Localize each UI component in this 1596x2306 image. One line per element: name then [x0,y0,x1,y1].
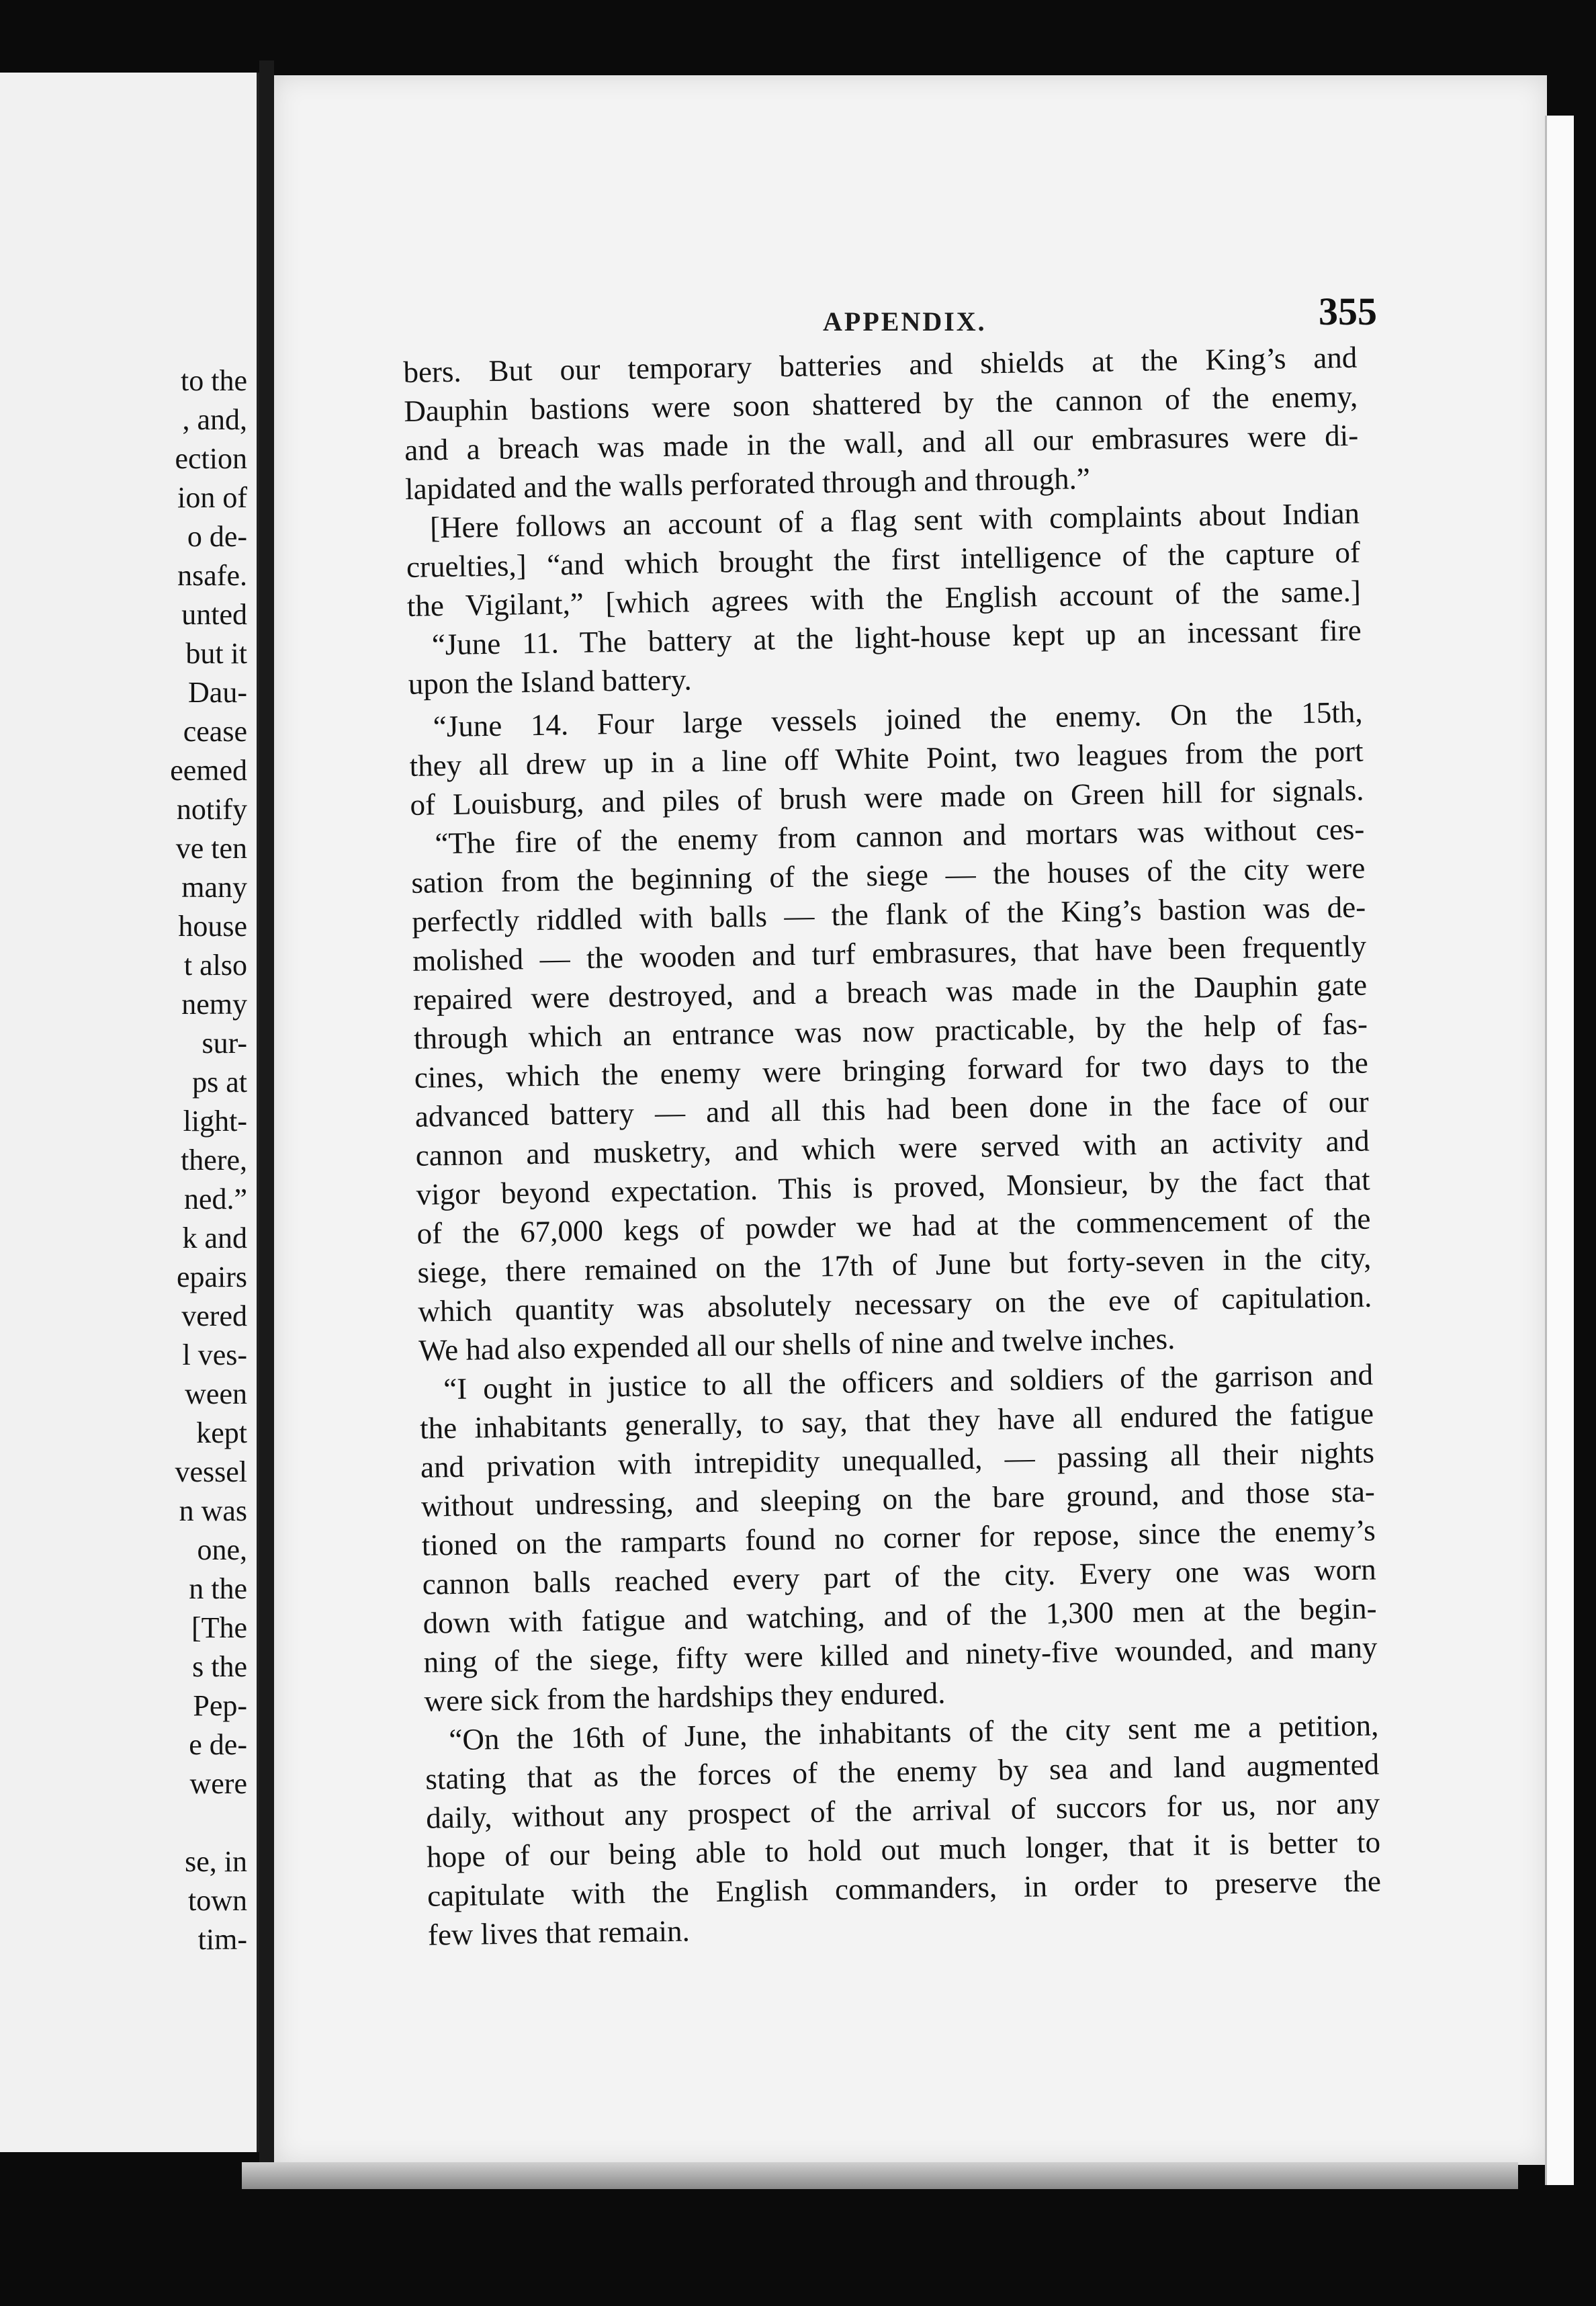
page-bottom-edge [242,2162,1518,2189]
left-line: epairs [176,1261,247,1293]
text-line: repaired were destroyed, and a breach was made in the Dauphin gate [412,968,1368,1017]
text-line: cannon and musketry, and which were served with an activity and [415,1123,1370,1172]
text-line: upon the Island battery. [408,663,693,701]
left-line: , and, [182,403,247,436]
book-gutter [259,60,274,2177]
left-line: se, in [185,1845,247,1878]
left-line: vessel [175,1455,247,1488]
text-line: lapidated and the walls perforated through and through.” [404,461,1091,506]
text-line: bers. But our temporary batteries and shields at the King’s and [403,340,1358,389]
text-line: We had also expended all our shells of nine and twelve inches. [418,1322,1176,1367]
left-line: Dau- [188,676,247,709]
text-line: [Here follows an account of a flag sent with complaints about Indian [429,496,1360,545]
left-line: light- [183,1105,247,1138]
left-line: sur- [202,1027,247,1060]
text-line: through which an entrance was now practicable, by the help of fas- [413,1007,1368,1056]
text-line: stating that as the forces of the enemy by sea and land augmented [425,1747,1380,1796]
text-line: which quantity was absolutely necessary on the eve of capitulation. [418,1279,1372,1328]
left-line: kept [196,1416,247,1449]
text-line: cannon balls reached every part of the city. Every one was worn [422,1552,1377,1601]
text-line: they all drew up in a line off White Point, two leagues from the port [409,734,1364,783]
text-line: Dauphin bastions were soon shattered by the cannon of the enemy, [403,379,1358,428]
running-head: APPENDIX. [823,306,987,337]
left-line: ps at [192,1066,247,1099]
left-line [170,1803,247,1842]
left-line: there, [181,1144,247,1177]
text-line: sation from the beginning of the siege — the houses of the city were [411,851,1366,900]
left-line: o de- [187,520,247,553]
left-line: ection [175,442,247,475]
left-line: eemed [170,754,247,787]
text-line: “June 11. The battery at the light-house kept up an incessant fire [431,613,1362,662]
text-line: ning of the siege, fifty were killed and ninety-five wounded, and many [423,1630,1378,1679]
text-line: and privation with intrepidity unequalled, — passing all their nights [420,1435,1375,1484]
text-line: daily, without any prospect of the arrival of succors for us, nor any [425,1786,1380,1835]
page-header [551,218,1377,337]
left-line: to the [181,364,247,397]
left-line: were [189,1767,247,1800]
text-line: capitulate with the English commanders, in order to preserve the [427,1864,1382,1913]
left-line: n was [179,1494,247,1527]
text-line: vigor beyond expectation. This is proved, Monsieur, by the fact that [416,1162,1370,1211]
page-edge [1545,116,1574,2185]
text-line: perfectly riddled with balls — the flank of the King’s bastion was de- [411,890,1366,939]
left-line: s the [192,1650,247,1683]
left-line: n the [189,1572,247,1605]
left-line: town [188,1884,247,1917]
left-line: ween [185,1377,247,1410]
text-line: “On the 16th of June, the inhabitants of the city sent me a petition, [449,1708,1379,1757]
left-line: but it [185,637,247,670]
left-line: Pep- [193,1689,247,1722]
text-line: molished — the wooden and turf embrasures, that have been frequently [412,929,1367,978]
text-line: down with fatigue and watching, and of the 1,300 men at the begin- [423,1591,1377,1640]
left-line: nsafe. [177,559,247,592]
left-line: tim- [197,1923,247,1956]
left-page-text [170,361,247,1959]
text-line: the Vigilant,” [which agrees with the English account of the same.] [406,574,1362,623]
left-page [0,73,259,2152]
left-line: ned.” [183,1183,247,1215]
left-line: house [178,910,247,943]
text-line: siege, there remained on the 17th of June but forty-seven in the city, [417,1240,1372,1289]
text-line: cines, which the enemy were bringing forward for two days to the [414,1045,1369,1095]
text-line: the inhabitants generally, to say, that they have all endured the fatigue [419,1396,1374,1445]
left-line: [The [191,1611,247,1644]
left-line: ion of [177,481,247,514]
left-line: e de- [189,1728,247,1761]
page-number: 355 [1319,290,1377,333]
text-line: “I ought in justice to all the officers and soldiers of the garrison and [443,1357,1374,1406]
left-line: unted [181,598,247,631]
text-line: “The fire of the enemy from cannon and mortars was without ces- [435,812,1365,861]
text-line: of the 67,000 kegs of powder we had at the commencement of the [416,1201,1371,1250]
text-line: few lives that remain. [427,1914,691,1952]
body-text [403,338,1382,1955]
left-line: many [181,871,247,904]
text-line: hope of our being able to hold out much longer, that it is better to [426,1825,1381,1874]
text-line: of Louisburg, and piles of brush were made on Green hill for signals. [410,773,1364,822]
text-line: without undressing, and sleeping on the bare ground, and those sta- [420,1474,1376,1523]
left-line: ve ten [175,832,247,865]
left-line: one, [197,1533,247,1566]
text-line: advanced battery — and all this had been done in the face of our [414,1084,1370,1134]
left-line: k and [182,1222,247,1254]
text-line: “June 14. Four large vessels joined the enemy. On the 15th, [433,695,1363,744]
text-line: were sick from the hardships they endured. [424,1676,946,1718]
left-line: t also [183,949,247,982]
left-line: vered [181,1299,247,1332]
left-line: l ves- [182,1338,247,1371]
text-line: and a breach was made in the wall, and all our embrasures were di- [404,418,1359,467]
text-line: tioned on the ramparts found no corner for repose, since the enemy’s [421,1513,1376,1562]
text-line: cruelties,] “and which brought the first intelligence of the capture of [406,535,1361,584]
left-line: cease [183,715,247,748]
left-line: nemy [181,988,247,1021]
left-line: notify [176,793,247,826]
